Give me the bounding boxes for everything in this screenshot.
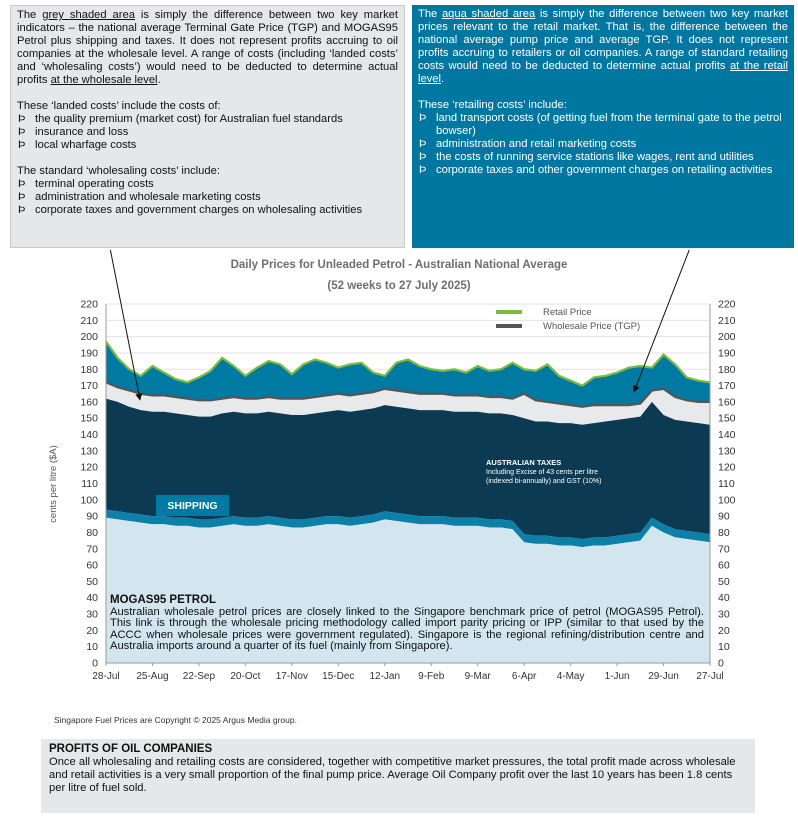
intro-text-run: grey shaded area — [42, 9, 135, 21]
y-tick-label-right: 10 — [718, 641, 730, 654]
y-tick-label-left: 20 — [86, 624, 98, 637]
y-tick-label-right: 150 — [718, 412, 736, 425]
y-tick-label-right: 50 — [718, 575, 730, 588]
taxes-label-title: AUSTRALIAN TAXES — [486, 458, 562, 467]
intro-text-run: at the retail level — [418, 60, 788, 85]
legend-label-retail: Retail Price — [543, 307, 592, 318]
y-axis-label: cents per litre ($A) — [48, 445, 59, 523]
y-tick-label-right: 190 — [718, 347, 736, 360]
intro-text-run: . — [441, 73, 445, 85]
profits-title: PROFITS OF OIL COMPANIES — [49, 743, 213, 755]
y-tick-label-right: 30 — [718, 608, 730, 621]
y-tick-label-left: 80 — [86, 526, 98, 539]
list-item: Þ corporate taxes and other government charges on retailing activities — [418, 164, 788, 177]
x-tick-label: 28-Jul — [92, 671, 120, 682]
y-tick-label-left: 180 — [80, 363, 98, 376]
list-item: Þ land transport costs (of getting fuel from the terminal gate to the petrol bowser) — [418, 112, 788, 138]
list-item: Þ the quality premium (market cost) for Australian fuel standards — [17, 113, 398, 126]
profits-box — [41, 739, 755, 813]
retailing-costs-list — [418, 112, 788, 177]
grey-box-intro — [17, 9, 398, 87]
y-tick-label-left: 220 — [80, 298, 98, 311]
intro-text-run: . — [157, 74, 161, 86]
y-tick-label-left: 70 — [86, 543, 98, 556]
wholesaling-costs-list — [17, 178, 398, 217]
taxes-label-line2: (indexed bi-annually) and GST (10%) — [486, 478, 602, 485]
legend-label-tgp: Wholesale Price (TGP) — [543, 321, 641, 332]
x-tick-label: 6-Apr — [511, 671, 537, 682]
copyright-note: Singapore Fuel Prices are Copyright © 2025 Argus Media group. — [54, 715, 297, 725]
intro-text-run: The — [17, 9, 43, 21]
mogas-annotation — [110, 595, 704, 653]
aqua-box-intro — [418, 8, 788, 86]
retailing-costs-title: These ‘retailing costs’ include: — [418, 99, 567, 111]
x-tick-label: 12-Jan — [369, 671, 401, 682]
y-tick-label-left: 170 — [80, 380, 98, 393]
intro-text-run: aqua shaded area — [441, 8, 536, 20]
list-item: Þ administration and wholesale marketing costs — [17, 191, 398, 204]
mogas-annotation-title: MOGAS95 PETROL — [110, 594, 217, 606]
y-tick-label-right: 130 — [718, 445, 736, 458]
chart-subtitle: (52 weeks to 27 July 2025) — [327, 280, 471, 292]
x-tick-label: 22-Sep — [182, 671, 216, 682]
y-tick-label-left: 210 — [80, 314, 98, 327]
aqua-area-explanation-box — [412, 5, 794, 248]
y-tick-label-right: 0 — [718, 657, 724, 670]
y-tick-label-right: 80 — [718, 526, 730, 539]
mogas-annotation-text: Australian wholesale petrol prices are closely linked to the Singapore benchmark price of petrol (MOGAS95 Petrol). This link is through the wholesale pricing methodology called import parity pricing or IPP (similar to that used by the ACCC when wholesale prices were government regulated). Singapore is the regional refining/distribution centre and Australia imports around a quarter of its fuel (mainly from Singapore). — [110, 605, 704, 652]
y-tick-label-right: 170 — [718, 380, 736, 393]
y-tick-label-left: 120 — [80, 461, 98, 474]
y-tick-label-right: 220 — [718, 298, 736, 311]
x-tick-label: 25-Aug — [136, 671, 169, 682]
y-tick-label-right: 60 — [718, 559, 730, 572]
y-tick-label-right: 110 — [718, 478, 735, 490]
y-tick-label-left: 10 — [86, 641, 98, 654]
y-tick-label-right: 90 — [718, 510, 730, 523]
list-item: Þ local wharfage costs — [17, 139, 398, 152]
y-tick-label-left: 110 — [81, 478, 98, 490]
intro-text-run: is simply the difference between two key market prices relevant to the retail market. That is, the difference between the national average pump price and average TGP. It does not represent profits accruing to retailers or oil companies. A range of standard retailing costs would need to be deducted to determine actual profits — [418, 8, 789, 72]
y-tick-label-left: 130 — [80, 445, 98, 458]
x-tick-label: 20-Oct — [230, 671, 261, 682]
y-tick-label-left: 50 — [86, 575, 98, 588]
list-item: Þ terminal operating costs — [17, 178, 398, 191]
x-tick-label: 9-Feb — [418, 671, 445, 682]
taxes-label-line1: Including Excise of 43 cents per litre — [486, 469, 599, 476]
x-tick-label: 15-Dec — [322, 671, 355, 682]
intro-text-run: at the wholesale level — [50, 74, 158, 86]
x-tick-label: 29-Jun — [648, 671, 679, 682]
y-tick-label-right: 200 — [718, 331, 736, 344]
y-tick-label-right: 120 — [718, 461, 736, 474]
y-tick-label-right: 40 — [718, 592, 730, 605]
y-tick-label-left: 90 — [86, 510, 98, 523]
x-tick-label: 4-May — [556, 671, 585, 682]
y-tick-label-left: 100 — [80, 494, 98, 507]
list-item: Þ corporate taxes and government charges on wholesaling activities — [17, 204, 398, 217]
chart-title: Daily Prices for Unleaded Petrol - Australian National Average — [230, 259, 568, 271]
intro-text-run: The — [418, 8, 442, 20]
landed-costs-title: These ‘landed costs’ include the costs of: — [17, 100, 221, 112]
list-item: Þ administration and retail marketing costs — [418, 138, 788, 151]
y-tick-label-right: 210 — [718, 314, 736, 327]
x-tick-label: 27-Jul — [696, 671, 724, 682]
list-item: Þ the costs of running service stations like wages, rent and utilities — [418, 151, 788, 164]
shipping-label: SHIPPING — [167, 500, 218, 512]
y-tick-label-left: 190 — [80, 347, 98, 360]
intro-text-run: is simply the difference between two key market indicators – the national average Terminal Gate Price (TGP) and MOGAS95 Petrol plus shipping and taxes. It does not represent profits accruing to oil companies at the wholesale level. A range of costs (including ‘landed costs’ and ‘wholesaling costs’) would need to be deducted to determine actual profits — [17, 9, 398, 86]
y-tick-label-left: 60 — [86, 559, 98, 572]
x-tick-label: 1-Jun — [604, 671, 630, 682]
y-tick-label-left: 0 — [92, 657, 98, 670]
wholesaling-costs-title: The standard ‘wholesaling costs’ include: — [17, 165, 220, 177]
landed-costs-list — [17, 113, 398, 152]
y-tick-label-left: 200 — [80, 331, 98, 344]
x-tick-label: 9-Mar — [464, 671, 491, 682]
y-tick-label-right: 140 — [718, 429, 736, 442]
y-tick-label-right: 70 — [718, 543, 730, 556]
grey-area-explanation-box — [10, 5, 405, 248]
list-item: Þ insurance and loss — [17, 126, 398, 139]
y-tick-label-right: 180 — [718, 363, 736, 376]
y-tick-label-left: 160 — [80, 396, 98, 409]
y-tick-label-left: 40 — [86, 592, 98, 605]
y-tick-label-right: 20 — [718, 624, 730, 637]
y-tick-label-left: 30 — [86, 608, 98, 621]
profits-text: Once all wholesaling and retailing costs are considered, together with competitive market pressures, the total profit made across wholesale and retail activities is a very small proportion of the final pump price. Average Oil Company profit over the last 10 years has been 1.8 cents per litre of fuel sold. — [49, 756, 736, 794]
y-tick-label-left: 140 — [80, 429, 98, 442]
x-tick-label: 17-Nov — [275, 671, 308, 682]
y-tick-label-right: 100 — [718, 494, 736, 507]
y-tick-label-right: 160 — [718, 396, 736, 409]
y-tick-label-left: 150 — [80, 412, 98, 425]
